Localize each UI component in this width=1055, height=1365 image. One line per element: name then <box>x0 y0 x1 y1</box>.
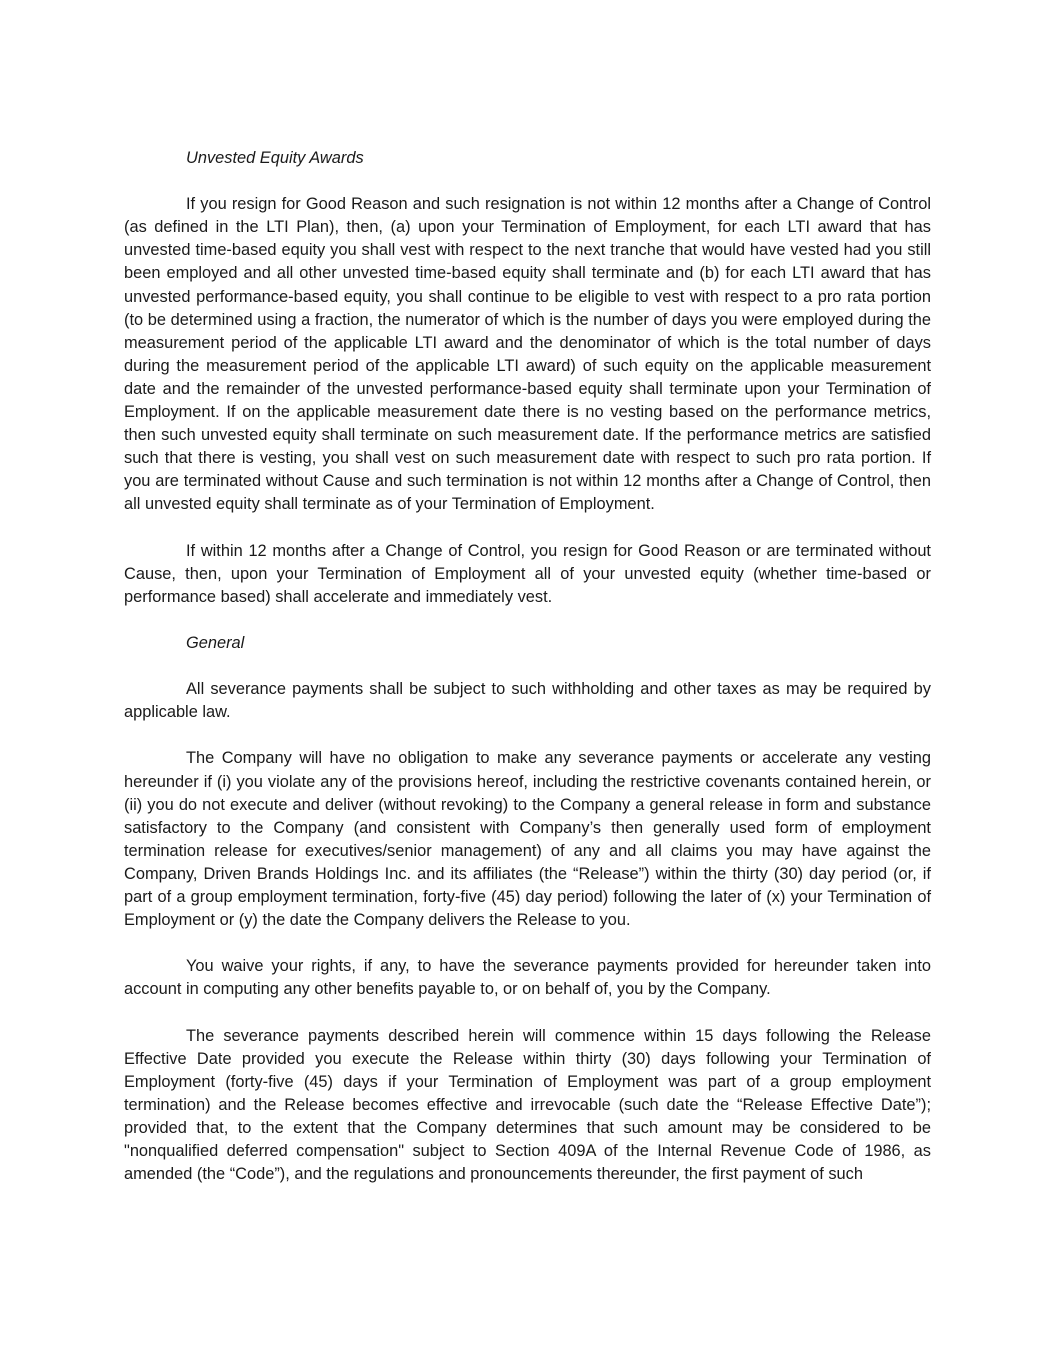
section-heading-general: General <box>186 633 245 652</box>
section-heading-unvested-equity-awards: Unvested Equity Awards <box>186 149 364 167</box>
paragraph-good-reason-resignation: If you resign for Good Reason and such resignation is not within 12 months after a Change of Control (as defined in the LTI Plan), then, (a) upon your Termination of Employment, for each LTI award that has unvested time-based equity you shall vest with respect to the next tranche that would have vested had you still been employed and all other unvested time-based equity shall terminate and (b) for each LTI award that has unvested performance-based equity, you shall continue to be eligible to vest with respect to a pro rata portion (to be determined using a fraction, the numerator of which is the number of days you were employed during the measurement period of the applicable LTI award and the denominator of which is the total number of days during the measurement period of the applicable LTI award) of such equity on the applicable measurement date and the remainder of the unvested performance-based equity shall terminate upon your Termination of Employment. If on the applicable measurement date there is no vesting based on the performance metrics, then such unvested equity shall terminate on such measurement date. If the performance metrics are satisfied such that there is vesting, you shall vest on such measurement date with respect to such pro rata portion. If you are terminated without Cause and such termination is not within 12 months after a Change of Control, then all unvested equity shall terminate as of your Termination of Employment. <box>124 195 931 514</box>
paragraph-waiver-of-benefits: You waive your rights, if any, to have the severance payments provided for hereunder taken into account in computing any other benefits payable to, or on behalf of, you by the Company. <box>124 957 931 999</box>
paragraph-withholding-taxes: All severance payments shall be subject to such withholding and other taxes as may be required by applicable law. <box>124 680 931 722</box>
paragraph-release-obligation: The Company will have no obligation to make any severance payments or accelerate any vesting hereunder if (i) you violate any of the provisions hereof, including the restrictive covenants contained herein, or (ii) you do not execute and deliver (without revoking) to the Company a general release in form and substance satisfactory to the Company (and consistent with Company’s then generally used form of employment termination release for executives/senior management) of any and all claims you may have against the Company, Driven Brands Holdings Inc. and its affiliates (the “Release”) within the thirty (30) day period (or, if part of a group employment termination, forty-five (45) day period) following the later of (x) your Termination of Employment or (y) the date the Company delivers the Release to you. <box>124 749 931 930</box>
paragraph-change-of-control-acceleration: If within 12 months after a Change of Control, you resign for Good Reason or are terminated without Cause, then, upon your Termination of Employment all of your unvested equity (whether time-based or performance based) shall accelerate and immediately vest. <box>124 541 931 606</box>
paragraph-payment-commencement: The severance payments described herein will commence within 15 days following the Release Effective Date provided you execute the Release within thirty (30) days following your Termination of Employment (forty-five (45) days if your Termination of Employment was part of a group employment termination) and the Release becomes effective and irrevocable (such date the “Release Effective Date”); provided that, to the extent that the Company determines that such amount may be considered to be "nonqualified deferred compensation" subject to Section 409A of the Internal Revenue Code of 1986, as amended (the “Code”), and the regulations and pronouncements thereunder, the first payment of such <box>124 1026 931 1184</box>
document-page <box>124 147 931 1209</box>
